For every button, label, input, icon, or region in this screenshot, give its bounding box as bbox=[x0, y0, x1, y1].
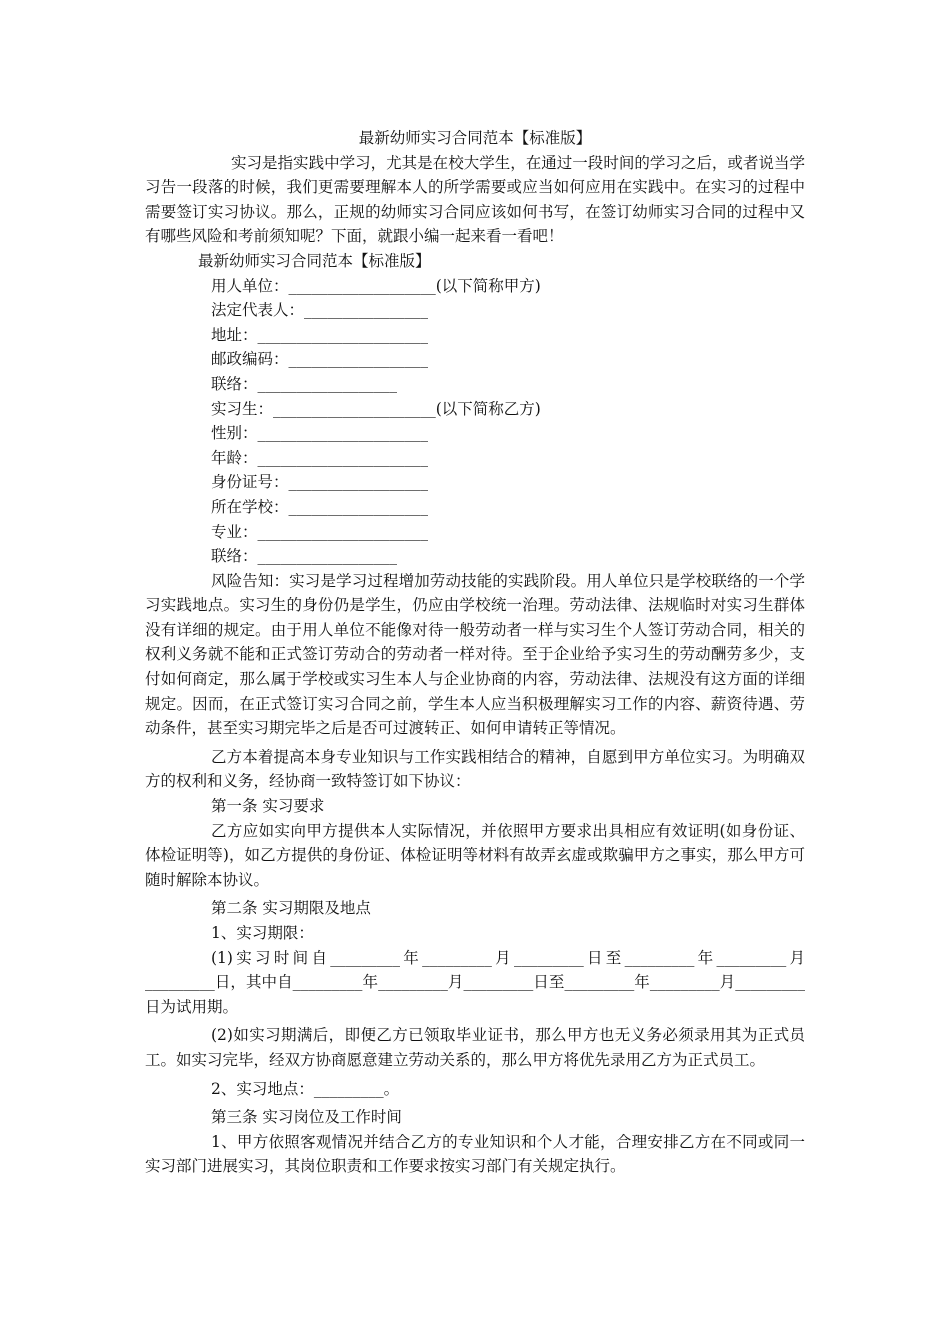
field-contact-a: 联络：__________________ bbox=[211, 374, 398, 393]
risk-notice-paragraph: 风险告知：实习是学习过程增加劳动技能的实践阶段。用人单位只是学校联络的一个学习实践地点。实习生的身份仍是学生，仍应由学校统一治理。劳动法律、法规临时对实习生群体没有详细的规定。由于用人单位不能像对待一般劳动者一样与实习生个人签订劳动合同，相关的权利义务就不能和正式签订劳动合的劳动者一样对待。至于企业给予实习生的劳动酬劳多少，支付如何商定，那么属于学校或实习生本人与企业协商的内容，劳动法律、法规没有这方面的详细规定。因而，在正式签订实习合同之前，学生本人应当积极理解实习工作的内容、薪资待遇、劳动条件，甚至实习期完毕之后是否可过渡转正、如何申请转正等情况。 bbox=[145, 571, 805, 738]
field-legal-rep: 法定代表人：________________ bbox=[211, 301, 429, 320]
document-title: 最新幼师实习合同范本【标准版】 bbox=[358, 129, 592, 147]
field-address: 地址：______________________ bbox=[211, 325, 429, 344]
article3-heading: 第三条 实习岗位及工作时间 bbox=[211, 1108, 402, 1127]
article2-item2: 2、实习地点：_________。 bbox=[211, 1079, 400, 1098]
field-contact-b: 联络：__________________ bbox=[211, 547, 398, 566]
field-school: 所在学校：__________________ bbox=[211, 497, 429, 516]
article3-item1: 1、甲方依照客观情况并结合乙方的专业知识和个人才能，合理安排乙方在不同或同一实习部门进展实习，其岗位职责和工作要求按实习部门有关规定执行。 bbox=[145, 1132, 805, 1176]
field-gender: 性别：______________________ bbox=[211, 424, 429, 443]
article2-item1b: (2)如实习期满后，即便乙方已领取毕业证书，那么甲方也无义务必须录用其为正式员工。如实习完毕，经双方协商愿意建立劳动关系的，那么甲方将优先录用乙方为正式员工。 bbox=[145, 1026, 805, 1069]
field-employer: 用人单位：___________________(以下简称甲方) bbox=[211, 276, 541, 295]
article1-body: 乙方应如实向甲方提供本人实际情况，并依照甲方要求出具相应有效证明(如身份证、体检证明等)，如乙方提供的身份证、体检证明等材料有故弄玄虚或欺骗甲方之事实，那么甲方可随时解除本协议。 bbox=[145, 821, 805, 889]
field-postcode: 邮政编码：__________________ bbox=[211, 350, 429, 369]
party-fields bbox=[145, 274, 805, 569]
article2-item1: 1、实习期限： bbox=[211, 924, 314, 942]
agreement-intro-paragraph: 乙方本着提高本身专业知识与工作实践相结合的精神，自愿到甲方单位实习。为明确双方的权利和义务，经协商一致特签订如下协议： bbox=[145, 747, 805, 791]
contract-subtitle: 最新幼师实习合同范本【标准版】 bbox=[198, 251, 431, 270]
field-intern: 实习生：_____________________(以下简称乙方) bbox=[211, 399, 541, 418]
field-major: 专业：______________________ bbox=[211, 522, 429, 541]
document-page bbox=[145, 126, 805, 1179]
intro-paragraph: 实习是指实践中学习，尤其是在校大学生，在通过一段时间的学习之后，或者说当学习告一段落的时候，我们更需要理解本人的所学需要或应当如何应用在实践中。在实习的过程中需要签订实习协议。那么，正规的幼师实习合同应该如何书写，在签订幼师实习合同的过程中又有哪些风险和考前须知呢？下面，就跟小编一起来看一看吧！ bbox=[145, 153, 805, 246]
article2-item1a: (1)实习时间自_________年_________月_________日至_________年_________月_________日，其中自_________年_________月_________日至_________年_________月_________日为试用期。 bbox=[145, 948, 805, 1016]
article2-heading: 第二条 实习期限及地点 bbox=[211, 899, 371, 918]
article1-heading: 第一条 实习要求 bbox=[211, 797, 325, 816]
field-age: 年龄：______________________ bbox=[211, 448, 429, 467]
field-id-number: 身份证号：__________________ bbox=[211, 473, 429, 492]
